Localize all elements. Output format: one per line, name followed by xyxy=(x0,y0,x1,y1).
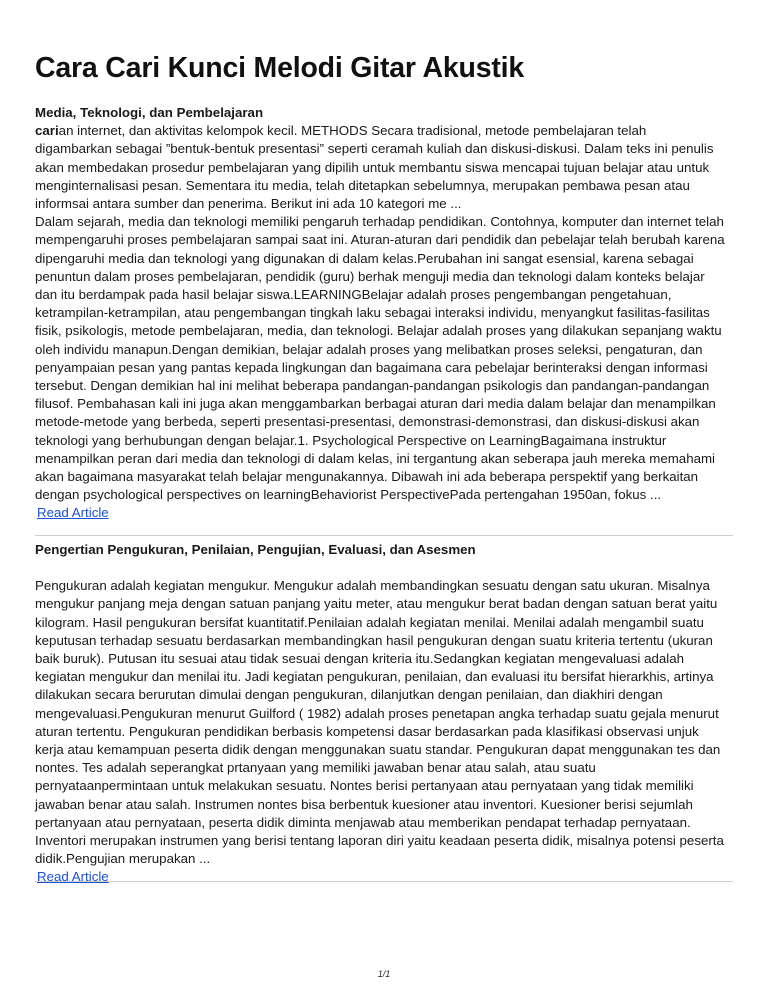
read-article-link[interactable]: Read Article xyxy=(37,505,109,521)
divider xyxy=(35,881,733,882)
spacer xyxy=(35,559,725,577)
article-pengukuran xyxy=(35,540,725,887)
article-excerpt-text: an internet, dan aktivitas kelompok kecil. METHODS Secara tradisional, metode pembelajaran telah digambarkan sebagai ”bentuk-bentuk presentasi” seperti ceramah kuliah dan diskusi-diskusi. Dalam teks ini penulis akan membedakan prosedur pembelajaran yang dipilih untuk membantu siswa mencapai tujuan belajar atau untuk menginternalisasi pesan. Sementara itu media, telah ditetapkan sebelumnya, merupakan pembawa pesan atau informsai antara sumber dan penerima. Berikut ini ada 10 kategori me ... xyxy=(35,123,714,212)
article-media-teknologi xyxy=(35,103,725,523)
article-body: Pengukuran adalah kegiatan mengukur. Mengukur adalah membandingkan sesuatu dengan satu ukuran. Misalnya mengukur panjang meja dengan satuan panjang yaitu meter, atau mengukur berat badan dengan satuan berat yaitu kilogram. Hasil pengukuran bersifat kuantitatif.Penilaian adalah kegiatan menilai. Menilai adalah mengambil suatu keputusan terhadap sesuatu berdasarkan membandingkan hasil pengukuran dengan suatu kriteria tertentu (ukuran baik buruk). Putusan itu sesuai atau tidak sesuai dengan kriteria itu.Sedangkan kegiatan mengevaluasi adalah kegiatan mengukur dan menilai itu. Jadi kegiatan pengukuran, penilaian, dan evaluasi itu bersifat hierarkhis, artinya dilakukan secara berurutan dimulai dengan pengukuran, dilanjutkan dengan penilaian, dan diakhiri dengan mengevaluasi.Pengukuran menurut Guilford ( 1982) adalah proses penetapan angka terhadap suatu gejala menurut aturan tertentu. Pengukuran pendidikan berbasis kompetensi dasar berdasarkan pada klasifikasi observasi unjuk kerja atau kemampuan peserta didik dengan menggunakan suatu standar. Pengukuran dapat menggunakan tes dan nontes. Tes adalah seperangkat prtanyaan yang memiliki jawaban benar atau salah, atau suatu pernyataanpermintaan untuk melakukan sesuatu. Nontes berisi pertanyaan atau pernyataan yang tidak memiliki jawaban benar atau salah. Instrumen nontes bisa berbentuk kuesioner atau inventori. Kuesioner berisi sejumlah pertanyaan atau pernyataan, peserta didik diminta menjawab atau memberikan pendapat terhadap pernyataan. Inventori merupakan instrumen yang berisi tentang laporan diri yaitu keadaan peserta didik, misalnya potensi peserta didik.Pengujian merupakan ... xyxy=(35,578,724,867)
article-excerpt xyxy=(35,122,725,213)
read-article-link[interactable]: Read Article xyxy=(37,869,109,885)
search-term-highlight: cari xyxy=(35,123,59,139)
article-heading: Pengertian Pengukuran, Penilaian, Pengujian, Evaluasi, dan Asesmen xyxy=(35,542,476,557)
article-body: Dalam sejarah, media dan teknologi memiliki pengaruh terhadap pendidikan. Contohnya, komputer dan internet telah mempengaruhi proses pembelajaran sampai saat ini. Aturan-aturan dari pendidik dan pebelajar telah berubah karena dipengaruhi media dan teknologi yang digunakan di dalam kelas.Perubahan ini sangat esensial, karena sebagai penuntun dalam proses pembelajaran, pendidik (guru) berhak menguji media dan teknologi dalam konteks belajar dan itu berdampak pada hasil belajar siswa.LEARNINGBelajar adalah proses pengembangan pengetahuan, ketrampilan-ketrampilan, atau pengembangan tingkah laku sebagai interaksi individu, menyangkut fasilitas-fasilitas fisik, psikologis, metode pembelajaran, media, dan teknologi. Belajar adalah proses yang dilakukan sepanjang waktu oleh individu manapun.Dengan demikian, belajar adalah proses yang melibatkan proses seleksi, pengaturan, dan penyampaian pesan yang pantas kepada lingkungan dan bagaimana cara pebelajar berinteraksi dengan informasi tersebut. Dengan demikian hal ini melihat beberapa pandangan-pandangan psikologis dan pandangan-pandangan filusof. Pembahasan kali ini juga akan menggambarkan berbagai aturan dari media dalam belajar dan menampilkan metode-metode yang berbeda, seperti presentasi-presentasi, demonstrasi-demonstrasi, dan diskusi-diskusi akan teknologi yang berhubungan dengan belajar.1. Psychological Perspective on LearningBagaimana instruktur menampilkan peran dari media dan teknologi di dalam kelas, ini tergantung akan seberapa jauh mereka memahami akan bagaimana masyarakat telah belajar mengunakannya. Dibawah ini ada beberapa perspektif yang berkaitan dengan psychological perspectives on learningBehaviorist PerspectivePada pertengahan 1950an, fokus ... xyxy=(35,214,725,503)
article-heading: Media, Teknologi, dan Pembelajaran xyxy=(35,105,264,120)
divider xyxy=(35,535,733,536)
page-title: Cara Cari Kunci Melodi Gitar Akustik xyxy=(35,52,525,84)
page-number: 1/1 xyxy=(377,969,391,979)
